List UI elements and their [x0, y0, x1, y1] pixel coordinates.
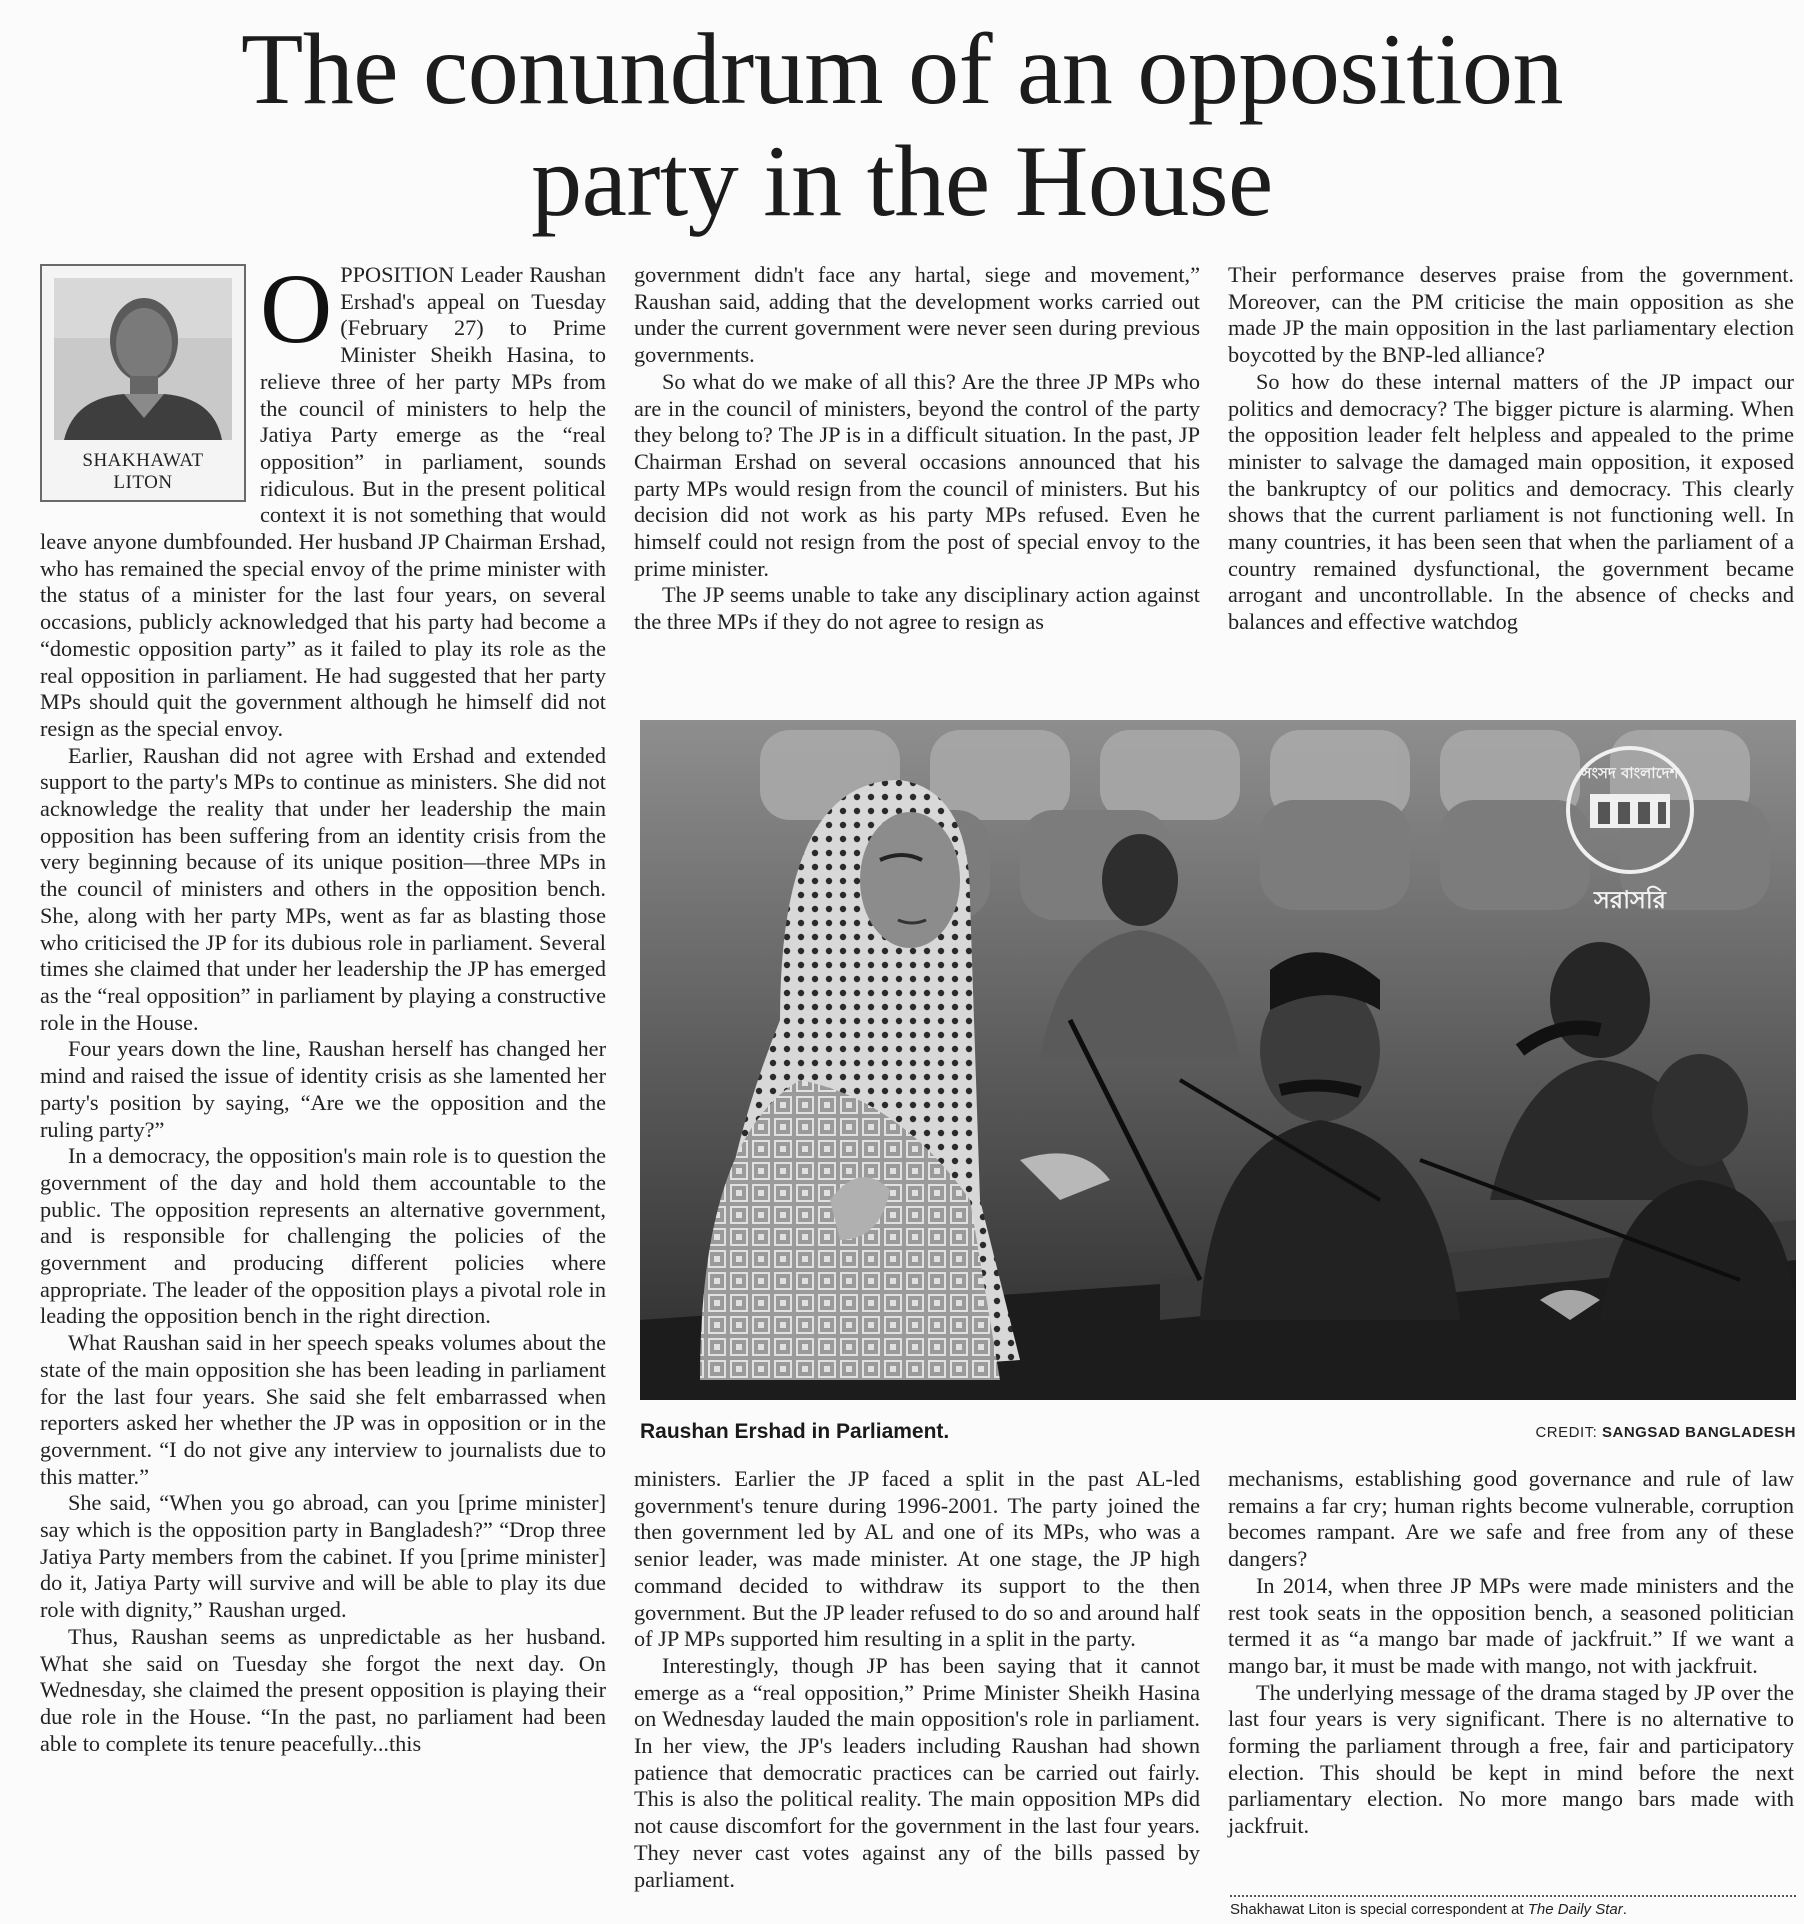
paragraph: The underlying message of the drama staged by JP over the last four years is very significant. There is no alternative to forming the parliament through a free, fair and participatory election. This should be kept in mind before the next parliamentary election. No more mango bars made with jackfruit. [1228, 1679, 1794, 1839]
column-2-bottom [634, 1466, 1200, 1893]
credit-label: CREDIT: [1535, 1424, 1598, 1441]
photo-credit [1535, 1424, 1796, 1441]
paragraph: Thus, Raushan seems as unpredictable as her husband. What she said on Tuesday she forgot the next day. On Wednesday, she claimed the present opposition is playing their due role in the House. “In the past, no parliament had been able to complete its tenure peacefully...this [40, 1623, 606, 1756]
author-bio [1230, 1901, 1796, 1918]
bio-divider [1230, 1895, 1796, 1897]
paragraph: PPOSITION Leader Raushan Ershad's appeal on Tuesday (February 27) to Prime Minister Sheikh Hasina, to relieve three of her party MPs from the council of ministers to help the Jatiya Party emerge as the “real opposition” in parliament, sounds ridiculous. But in the present political context it is not something that would leave anyone dumbfounded. Her husband JP Chairman Ershad, who has remained the special envoy of the prime minister with the status of a minister for the last four years, on several occasions, publicly acknowledged that his party had become a “domestic opposition party” as it failed to play its role as the real opposition in parliament. He had suggested that her party MPs should quit the government although he himself did not resign as the special envoy. [40, 262, 606, 741]
paragraph: ministers. Earlier the JP faced a split in the past AL-led government's tenure during 1996-2001. The party joined the then government led by AL and one of its MPs, who was a senior leader, was made minister. At one stage, the JP high command decided to withdraw its support to the then government. But the JP leader refused to do so and around half of JP MPs supported him resulting in a split in the party. [634, 1466, 1200, 1652]
paragraph: mechanisms, establishing good governance and rule of law remains a far cry; human rights become vulnerable, corruption becomes rampant. Are we safe and free from any of these dangers? [1228, 1466, 1794, 1572]
paragraph: In a democracy, the opposition's main role is to question the government of the day and hold them accountable to the public. The opposition represents an alternative government, and is responsible for challenging the policies of the government and producing different policies where appropriate. The leader of the opposition plays a pivotal role in leading the opposition bench in the right direction. [40, 1143, 606, 1329]
column-3-top [1228, 262, 1794, 636]
column-3-bottom [1228, 1466, 1794, 1840]
paragraph: So what do we make of all this? Are the three JP MPs who are in the council of ministers, beyond the control of the party they belong to? The JP is in a difficult situation. In the past, JP Chairman Ershad on several occasions announced that his party MPs would resign from the council of ministers. But his decision did not work as his party MPs refused. Even he himself could not resign from the post of special envoy to the prime minister. [634, 368, 1200, 581]
headline-line-2: party in the House [531, 125, 1273, 238]
headline-line-1: The conundrum of an opposition [240, 13, 1564, 126]
paragraph: So how do these internal matters of the JP impact our politics and democracy? The bigger picture is alarming. When the opposition leader felt helpless and appealed to the prime minister to salvage the damaged main opposition, it exposed the bankruptcy of our politics and democracy. This clearly shows that the current parliament is not functioning well. In many countries, it has been seen that when the parliament of a country remained dysfunctional, the government became arrogant and uncontrollable. In the absence of checks and balances and effective watchdog [1228, 368, 1794, 635]
author-name-line-2: LITON [113, 472, 173, 493]
bio-text: Shakhawat Liton is special correspondent at [1230, 1901, 1528, 1918]
bio-publication: The Daily Star [1527, 1901, 1623, 1918]
author-box [40, 264, 246, 502]
author-name [54, 450, 232, 494]
column-2-top [634, 262, 1200, 636]
logo-text: সংসদ বাংলাদেশ [1581, 764, 1679, 782]
column-1 [40, 253, 606, 1922]
logo-subtext: সরাসরি [1594, 886, 1666, 914]
article-photo [640, 720, 1796, 1400]
parliament-photo [640, 720, 1796, 1400]
paragraph: government didn't face any hartal, siege and movement,” Raushan said, adding that the development works carried out under the current government were never seen during previous governments. [634, 262, 1200, 368]
paragraph: The JP seems unable to take any disciplinary action against the three MPs if they do not agree to resign as [634, 582, 1200, 635]
paragraph: In 2014, when three JP MPs were made ministers and the rest took seats in the opposition bench, a seasoned politician termed it as “a mango bar made of jackfruit.” If we want a mango bar, it must be made with mango, not with jackfruit. [1228, 1572, 1794, 1678]
headline [0, 14, 1804, 238]
photo-caption [640, 1420, 1796, 1450]
paragraph: Four years down the line, Raushan herself has changed her mind and raised the issue of identity crisis as she lamented her party's position by saying, “Are we the opposition and the ruling party?” [40, 1036, 606, 1142]
paragraph: Interestingly, though JP has been saying that it cannot emerge as a “real opposition,” Prime Minister Sheikh Hasina on Wednesday lauded the main opposition's role in parliament. In her view, the JP's leaders including Raushan had shown patience that democratic practices can be carried out fairly. This is also the political reality. The main opposition MPs did not cause discomfort for the government in the last four years. They never cast votes against any of the bills passed by parliament. [634, 1652, 1200, 1892]
paragraph: What Raushan said in her speech speaks volumes about the state of the main opposition she has been leading in parliament for the last four years. She said she felt embarrassed when reporters asked her whether the JP was in opposition or in the government. “I do not give any interview to journalists due to this matter.” [40, 1330, 606, 1489]
credit-source: SANGSAD BANGLADESH [1601, 1424, 1796, 1441]
paragraph: She said, “When you go abroad, can you [prime minister] say which is the opposition party in Bangladesh?” “Drop three Jatiya Party members from the cabinet. If you [prime minister] do it, Jatiya Party will survive and will be able to play its due role with dignity,” Raushan urged. [40, 1490, 606, 1623]
drop-cap: O [260, 253, 333, 364]
caption-text: Raushan Ershad in Parliament. [640, 1420, 950, 1443]
bio-end: . [1622, 1901, 1627, 1918]
author-name-line-1: SHAKHAWAT [82, 450, 204, 471]
author-photo [54, 278, 232, 440]
paragraph: Earlier, Raushan did not agree with Ershad and extended support to the party's MPs to continue as ministers. She did not acknowledge the reality that under her leadership the main opposition has been suffering from an identity crisis from the very beginning because of its unique position—three MPs in the council of ministers and others in the opposition bench. She, along with her party MPs, went as far as blasting those who criticised the JP for its dubious role in parliament. Several times she claimed that under her leadership the JP has emerged as the “real opposition” in parliament by playing a constructive role in the House. [40, 742, 606, 1035]
paragraph: Their performance deserves praise from the government. Moreover, can the PM criticise the main opposition as she made JP the main opposition in the last parliamentary election boycotted by the BNP-led alliance? [1228, 262, 1794, 368]
